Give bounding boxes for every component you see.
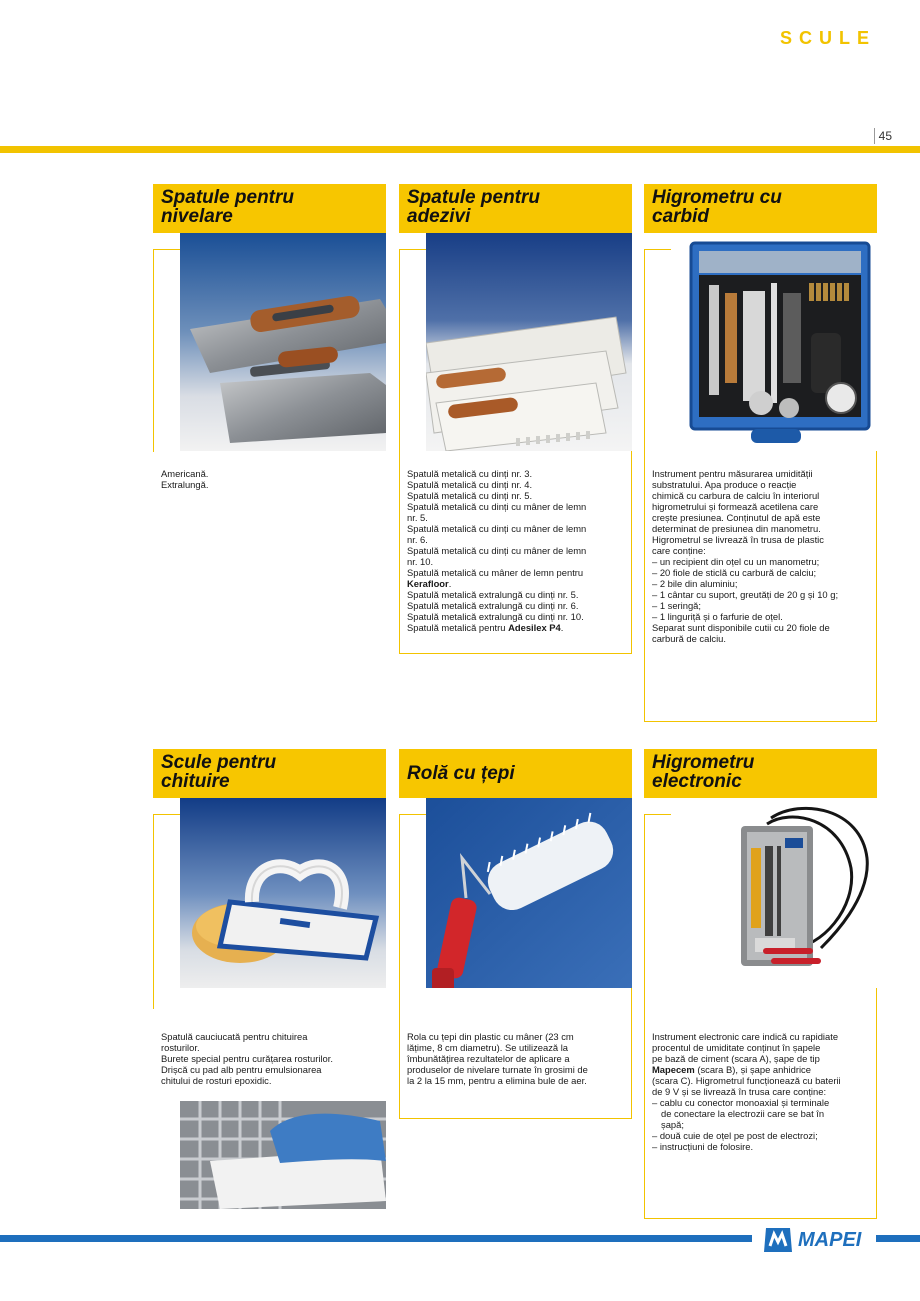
description-line: determinat de presiunea din manometru. bbox=[652, 523, 821, 534]
description-line: Spatulă metalică cu mâner de lemn pentru bbox=[407, 567, 584, 578]
card-description bbox=[407, 468, 627, 633]
card-title-line: Rolă cu țepi bbox=[407, 763, 515, 784]
description-line: Spatulă metalică cu dinți cu mâner de lemn bbox=[407, 545, 587, 556]
product-image-higrometru-carbid bbox=[671, 233, 877, 451]
card-description bbox=[161, 468, 381, 490]
description-line: șapă; bbox=[661, 1119, 684, 1130]
card-title bbox=[644, 749, 877, 798]
card-title bbox=[399, 749, 632, 798]
description-line bbox=[407, 622, 627, 633]
description-line: – 20 fiole de sticlă cu carbură de calciu; bbox=[652, 567, 817, 578]
product-name: Mapecem bbox=[652, 1064, 695, 1075]
product-name: Kerafloor bbox=[407, 578, 449, 589]
page-number: 45 bbox=[874, 128, 892, 144]
description-line: – 1 cântar cu suport, greutăți de 20 g și 10 g; bbox=[652, 589, 839, 600]
logo-wordmark: MAPEI bbox=[798, 1229, 862, 1251]
card-higrometru-electronic bbox=[644, 749, 877, 1219]
description-line: – 2 bile din aluminiu; bbox=[652, 578, 738, 589]
description-line: nr. 5. bbox=[407, 512, 428, 523]
description-line: – un recipient din oțel cu un manometru; bbox=[652, 556, 820, 567]
description-line bbox=[652, 1064, 872, 1075]
product-image-rola-tepi bbox=[426, 798, 632, 988]
description-line: Americană. bbox=[161, 468, 209, 479]
description-line: Spatulă metalică cu dinți nr. 3. bbox=[407, 468, 533, 479]
description-line: care conține: bbox=[652, 545, 706, 556]
description-line: la 2 la 15 mm, pentru a elimina bule de aer. bbox=[407, 1075, 587, 1086]
description-line: Spatulă metalică cu dinți nr. 4. bbox=[407, 479, 533, 490]
description-line: chimică cu carbura de calciu în interiorul bbox=[652, 490, 820, 501]
card-title bbox=[399, 184, 632, 233]
punctuation: . bbox=[448, 578, 452, 589]
card-spatule-adezivi bbox=[399, 184, 632, 654]
description-line: Spatulă metalică cu dinți nr. 5. bbox=[407, 490, 533, 501]
product-image-scule-chituire bbox=[180, 798, 386, 988]
card-description bbox=[652, 468, 872, 644]
card-title-line: chituire bbox=[161, 771, 230, 792]
card-title bbox=[153, 184, 386, 233]
card-title bbox=[153, 749, 386, 798]
product-image-drisca bbox=[180, 1101, 386, 1209]
description-line: Separat sunt disponibile cutii cu 20 fiole de bbox=[652, 622, 830, 633]
description-line: – 1 linguriță și o farfurie de oțel. bbox=[652, 611, 783, 622]
description-line: Spatulă metalică cu dinți cu mâner de lemn bbox=[407, 523, 587, 534]
card-scule-chituire bbox=[153, 749, 386, 1219]
description-line: chitului de rosturi epoxidic. bbox=[161, 1075, 272, 1086]
card-title-line: Higrometru bbox=[652, 752, 755, 773]
product-name: Adesilex P4 bbox=[508, 622, 561, 633]
description-line: – 1 seringă; bbox=[652, 600, 701, 611]
card-title bbox=[644, 184, 877, 233]
description-line: Drișcă cu pad alb pentru emulsionarea bbox=[161, 1064, 322, 1075]
description-line: Spatulă metalică extralungă cu dinți nr. 5. bbox=[407, 589, 579, 600]
description-line: îmbunătățirea rezultatelor de aplicare a bbox=[407, 1053, 570, 1064]
mapei-logo bbox=[762, 1226, 872, 1254]
mapei-emblem-icon bbox=[762, 1226, 794, 1254]
description-line: Rola cu țepi din plastic cu mâner (23 cm bbox=[407, 1031, 574, 1042]
description-line: produselor de nivelare turnate în grosimi de bbox=[407, 1064, 588, 1075]
card-title-line: carbid bbox=[652, 206, 710, 227]
card-title-line: nivelare bbox=[161, 206, 233, 227]
description-line: crește presiunea. Conținutul de apă este bbox=[652, 512, 821, 523]
section-label: SCULE bbox=[779, 28, 876, 48]
description-line: Instrument pentru măsurarea umidității bbox=[652, 468, 813, 479]
card-spatule-nivelare bbox=[153, 184, 386, 490]
product-image-higrometru-electronic bbox=[671, 798, 877, 988]
bottom-divider bbox=[0, 1235, 752, 1242]
description-line: Spatulă metalică cu dinți cu mâner de lemn bbox=[407, 501, 587, 512]
description-line: pe bază de ciment (scara A), șape de tip bbox=[652, 1053, 820, 1064]
top-divider bbox=[0, 146, 920, 153]
card-higrometru-carbid bbox=[644, 184, 877, 724]
card-description bbox=[407, 1031, 627, 1086]
description-line: – cablu cu conector monoaxial și terminale bbox=[652, 1097, 830, 1108]
description-line: nr. 6. bbox=[407, 534, 428, 545]
card-title-line: electronic bbox=[652, 771, 742, 792]
card-title-line: Spatule pentru bbox=[161, 187, 295, 208]
product-image-spatule-nivelare bbox=[180, 233, 386, 451]
description-text: (scara B), și șape anhidrice bbox=[694, 1064, 811, 1075]
card-title-line: adezivi bbox=[407, 206, 471, 227]
description-line: Spatulă metalică extralungă cu dinți nr. 6. bbox=[407, 600, 579, 611]
card-title-line: Scule pentru bbox=[161, 752, 277, 773]
description-line: Higrometrul se livrează în trusa de plastic bbox=[652, 534, 824, 545]
card-rola-tepi bbox=[399, 749, 632, 1119]
bottom-divider-right bbox=[876, 1235, 920, 1242]
card-description bbox=[652, 1031, 872, 1152]
description-line: – două cuie de oțel pe post de electrozi; bbox=[652, 1130, 818, 1141]
description-line: substratului. Apa produce o reacție bbox=[652, 479, 797, 490]
description-line bbox=[407, 578, 627, 589]
description-line: rosturilor. bbox=[161, 1042, 200, 1053]
description-line: nr. 10. bbox=[407, 556, 434, 567]
description-line: Spatulă cauciucată pentru chituirea bbox=[161, 1031, 308, 1042]
description-line: higrometrului și formează acetilena care bbox=[652, 501, 819, 512]
description-line: procentul de umiditate conținut în șapele bbox=[652, 1042, 821, 1053]
description-line: – instrucțiuni de folosire. bbox=[652, 1141, 754, 1152]
description-line: carbură de calciu. bbox=[652, 633, 726, 644]
description-line: Extralungă. bbox=[161, 479, 209, 490]
description-line: Burete special pentru curățarea rosturilor. bbox=[161, 1053, 333, 1064]
card-title-line: Higrometru cu bbox=[652, 187, 782, 208]
product-image-spatule-adezivi bbox=[426, 233, 632, 451]
description-line: Spatulă metalică extralungă cu dinți nr. 10. bbox=[407, 611, 584, 622]
description-line: (scara C). Higrometrul funcționează cu baterii bbox=[652, 1075, 841, 1086]
description-text: Spatulă metalică pentru bbox=[407, 622, 509, 633]
card-description bbox=[161, 1031, 381, 1086]
description-line: de 9 V și se livrează în trusa care conține: bbox=[652, 1086, 827, 1097]
card-title-line: Spatule pentru bbox=[407, 187, 541, 208]
description-line: Instrument electronic care indică cu rapidiate bbox=[652, 1031, 839, 1042]
punctuation: . bbox=[560, 622, 564, 633]
description-line: de conectare la electrozii care se bat în bbox=[661, 1108, 825, 1119]
description-line: lățime, 8 cm diametru). Se utilizează la bbox=[407, 1042, 569, 1053]
